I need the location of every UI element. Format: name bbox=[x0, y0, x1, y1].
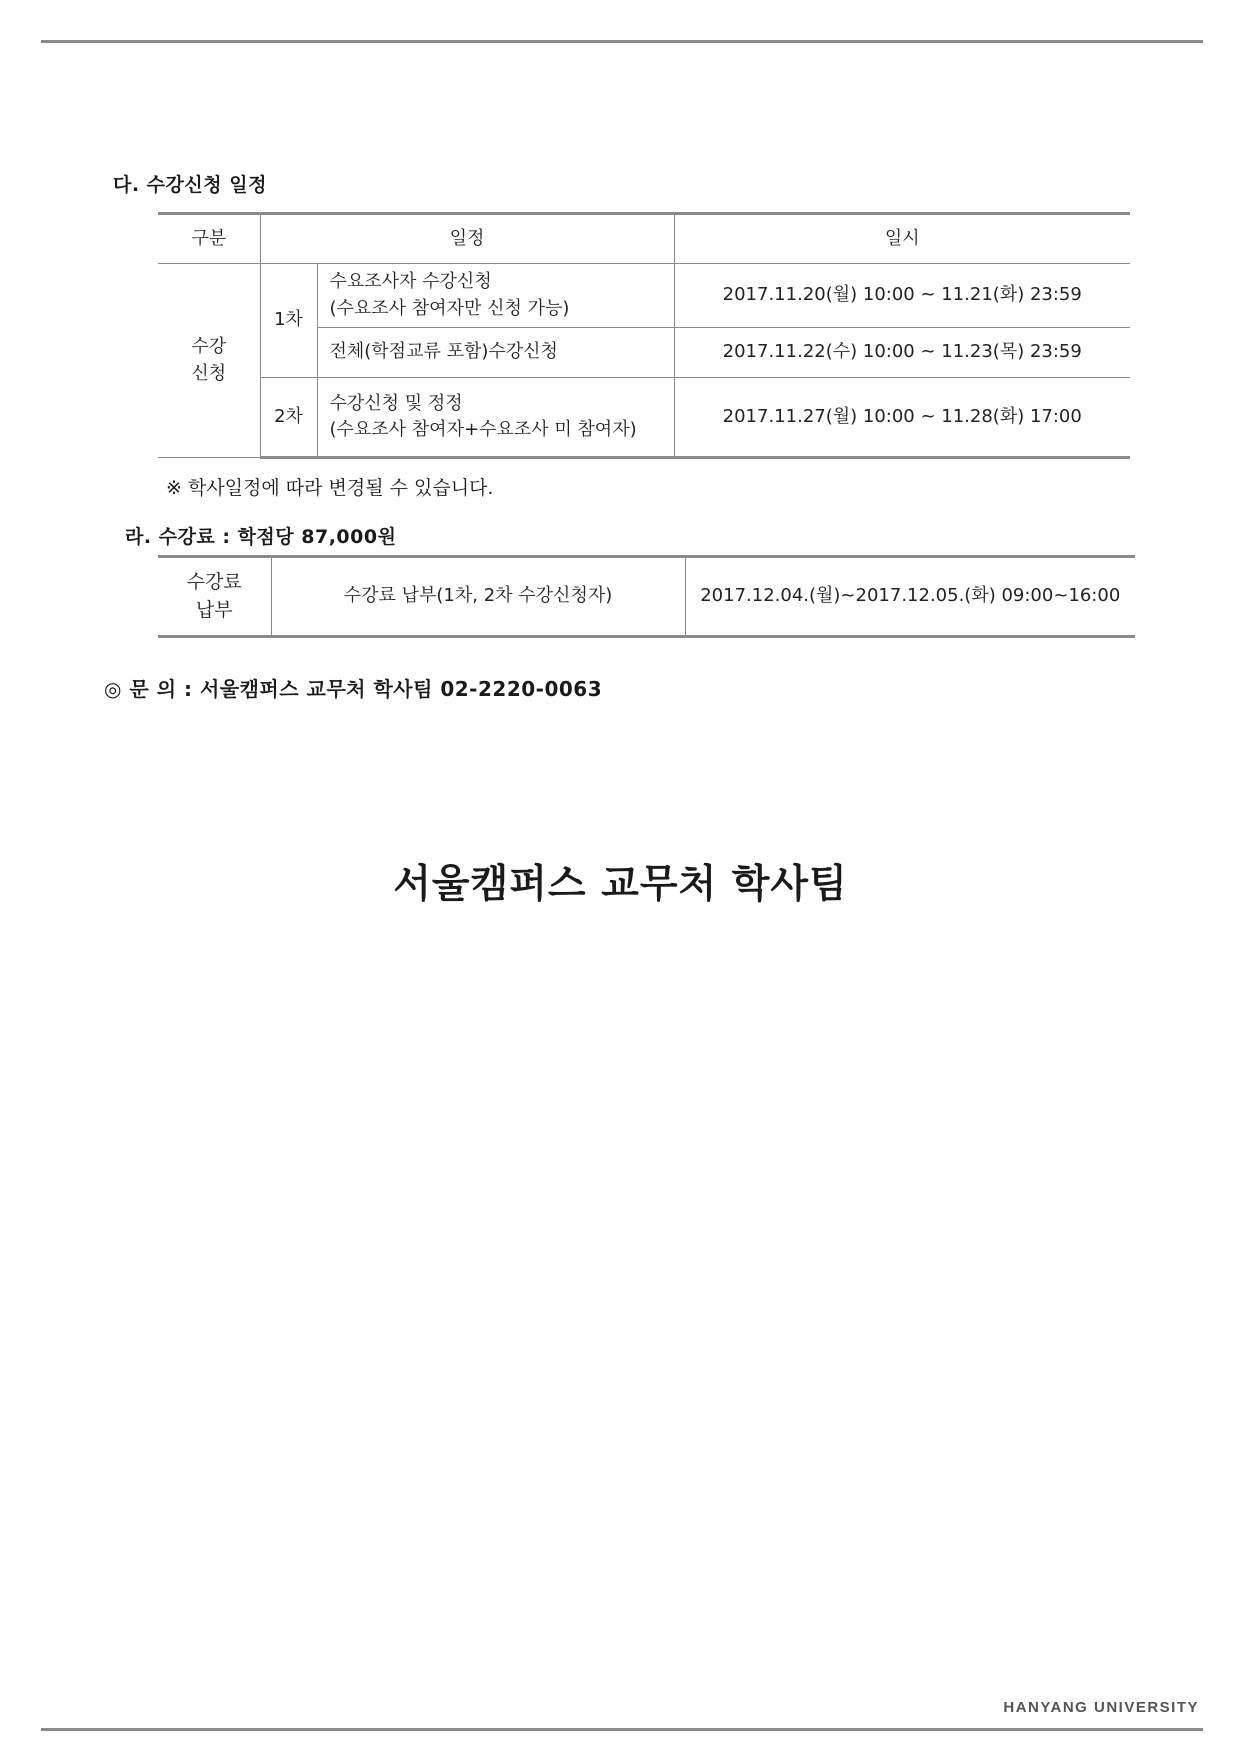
fee-table bbox=[158, 555, 1135, 638]
bottom-rule bbox=[41, 1728, 1203, 1731]
section-da-title: 다. 수강신청 일정 bbox=[113, 174, 267, 196]
fee-row-label: 수강료 납부 bbox=[158, 557, 271, 637]
round2-item-line2: (수요조사 참여자+수요조사 미 참여자) bbox=[329, 419, 637, 440]
round1-item2-datetime: 2017.11.22(수) 10:00 ~ 11.23(목) 23:59 bbox=[674, 328, 1130, 378]
header-schedule: 일정 bbox=[260, 214, 674, 264]
schedule-table bbox=[158, 212, 1130, 459]
round1-label: 1차 bbox=[260, 264, 317, 378]
table-row bbox=[158, 264, 1130, 328]
issuer-signature: 서울캠퍼스 교무처 학사팀 bbox=[393, 862, 848, 907]
section-ra-title: 라. 수강료 : 학점당 87,000원 bbox=[125, 526, 397, 548]
fee-description: 수강료 납부(1차, 2차 수강신청자) bbox=[271, 557, 685, 637]
schedule-header-row bbox=[158, 214, 1130, 264]
round2-item bbox=[317, 378, 674, 458]
round2-label: 2차 bbox=[260, 378, 317, 458]
round1-item1-line2: (수요조사 참여자만 신청 가능) bbox=[329, 297, 570, 319]
top-rule bbox=[41, 40, 1203, 43]
round1-item1-datetime: 2017.11.20(월) 10:00 ~ 11.21(화) 23:59 bbox=[674, 264, 1130, 328]
category-cell: 수강 신청 bbox=[158, 264, 260, 458]
round1-item1-line1: 수요조사자 수강신청 bbox=[329, 271, 492, 293]
contact-info: ◎ 문 의 : 서울캠퍼스 교무처 학사팀 02-2220-0063 bbox=[104, 677, 603, 701]
header-datetime: 일시 bbox=[674, 214, 1130, 264]
round1-item2: 전체(학점교류 포함)수강신청 bbox=[317, 328, 674, 378]
round2-datetime: 2017.11.27(월) 10:00 ~ 11.28(화) 17:00 bbox=[674, 378, 1130, 458]
fee-datetime: 2017.12.04.(월)~2017.12.05.(화) 09:00~16:00 bbox=[685, 557, 1135, 637]
footer-brand: HANYANG UNIVERSITY bbox=[1003, 1699, 1199, 1716]
table-row bbox=[158, 557, 1135, 637]
header-category: 구분 bbox=[158, 214, 260, 264]
table-row bbox=[158, 378, 1130, 458]
round1-item1 bbox=[317, 264, 674, 328]
schedule-note: ※ 학사일정에 따라 변경될 수 있습니다. bbox=[166, 477, 494, 499]
round2-item-line1: 수강신청 및 정정 bbox=[329, 392, 463, 414]
